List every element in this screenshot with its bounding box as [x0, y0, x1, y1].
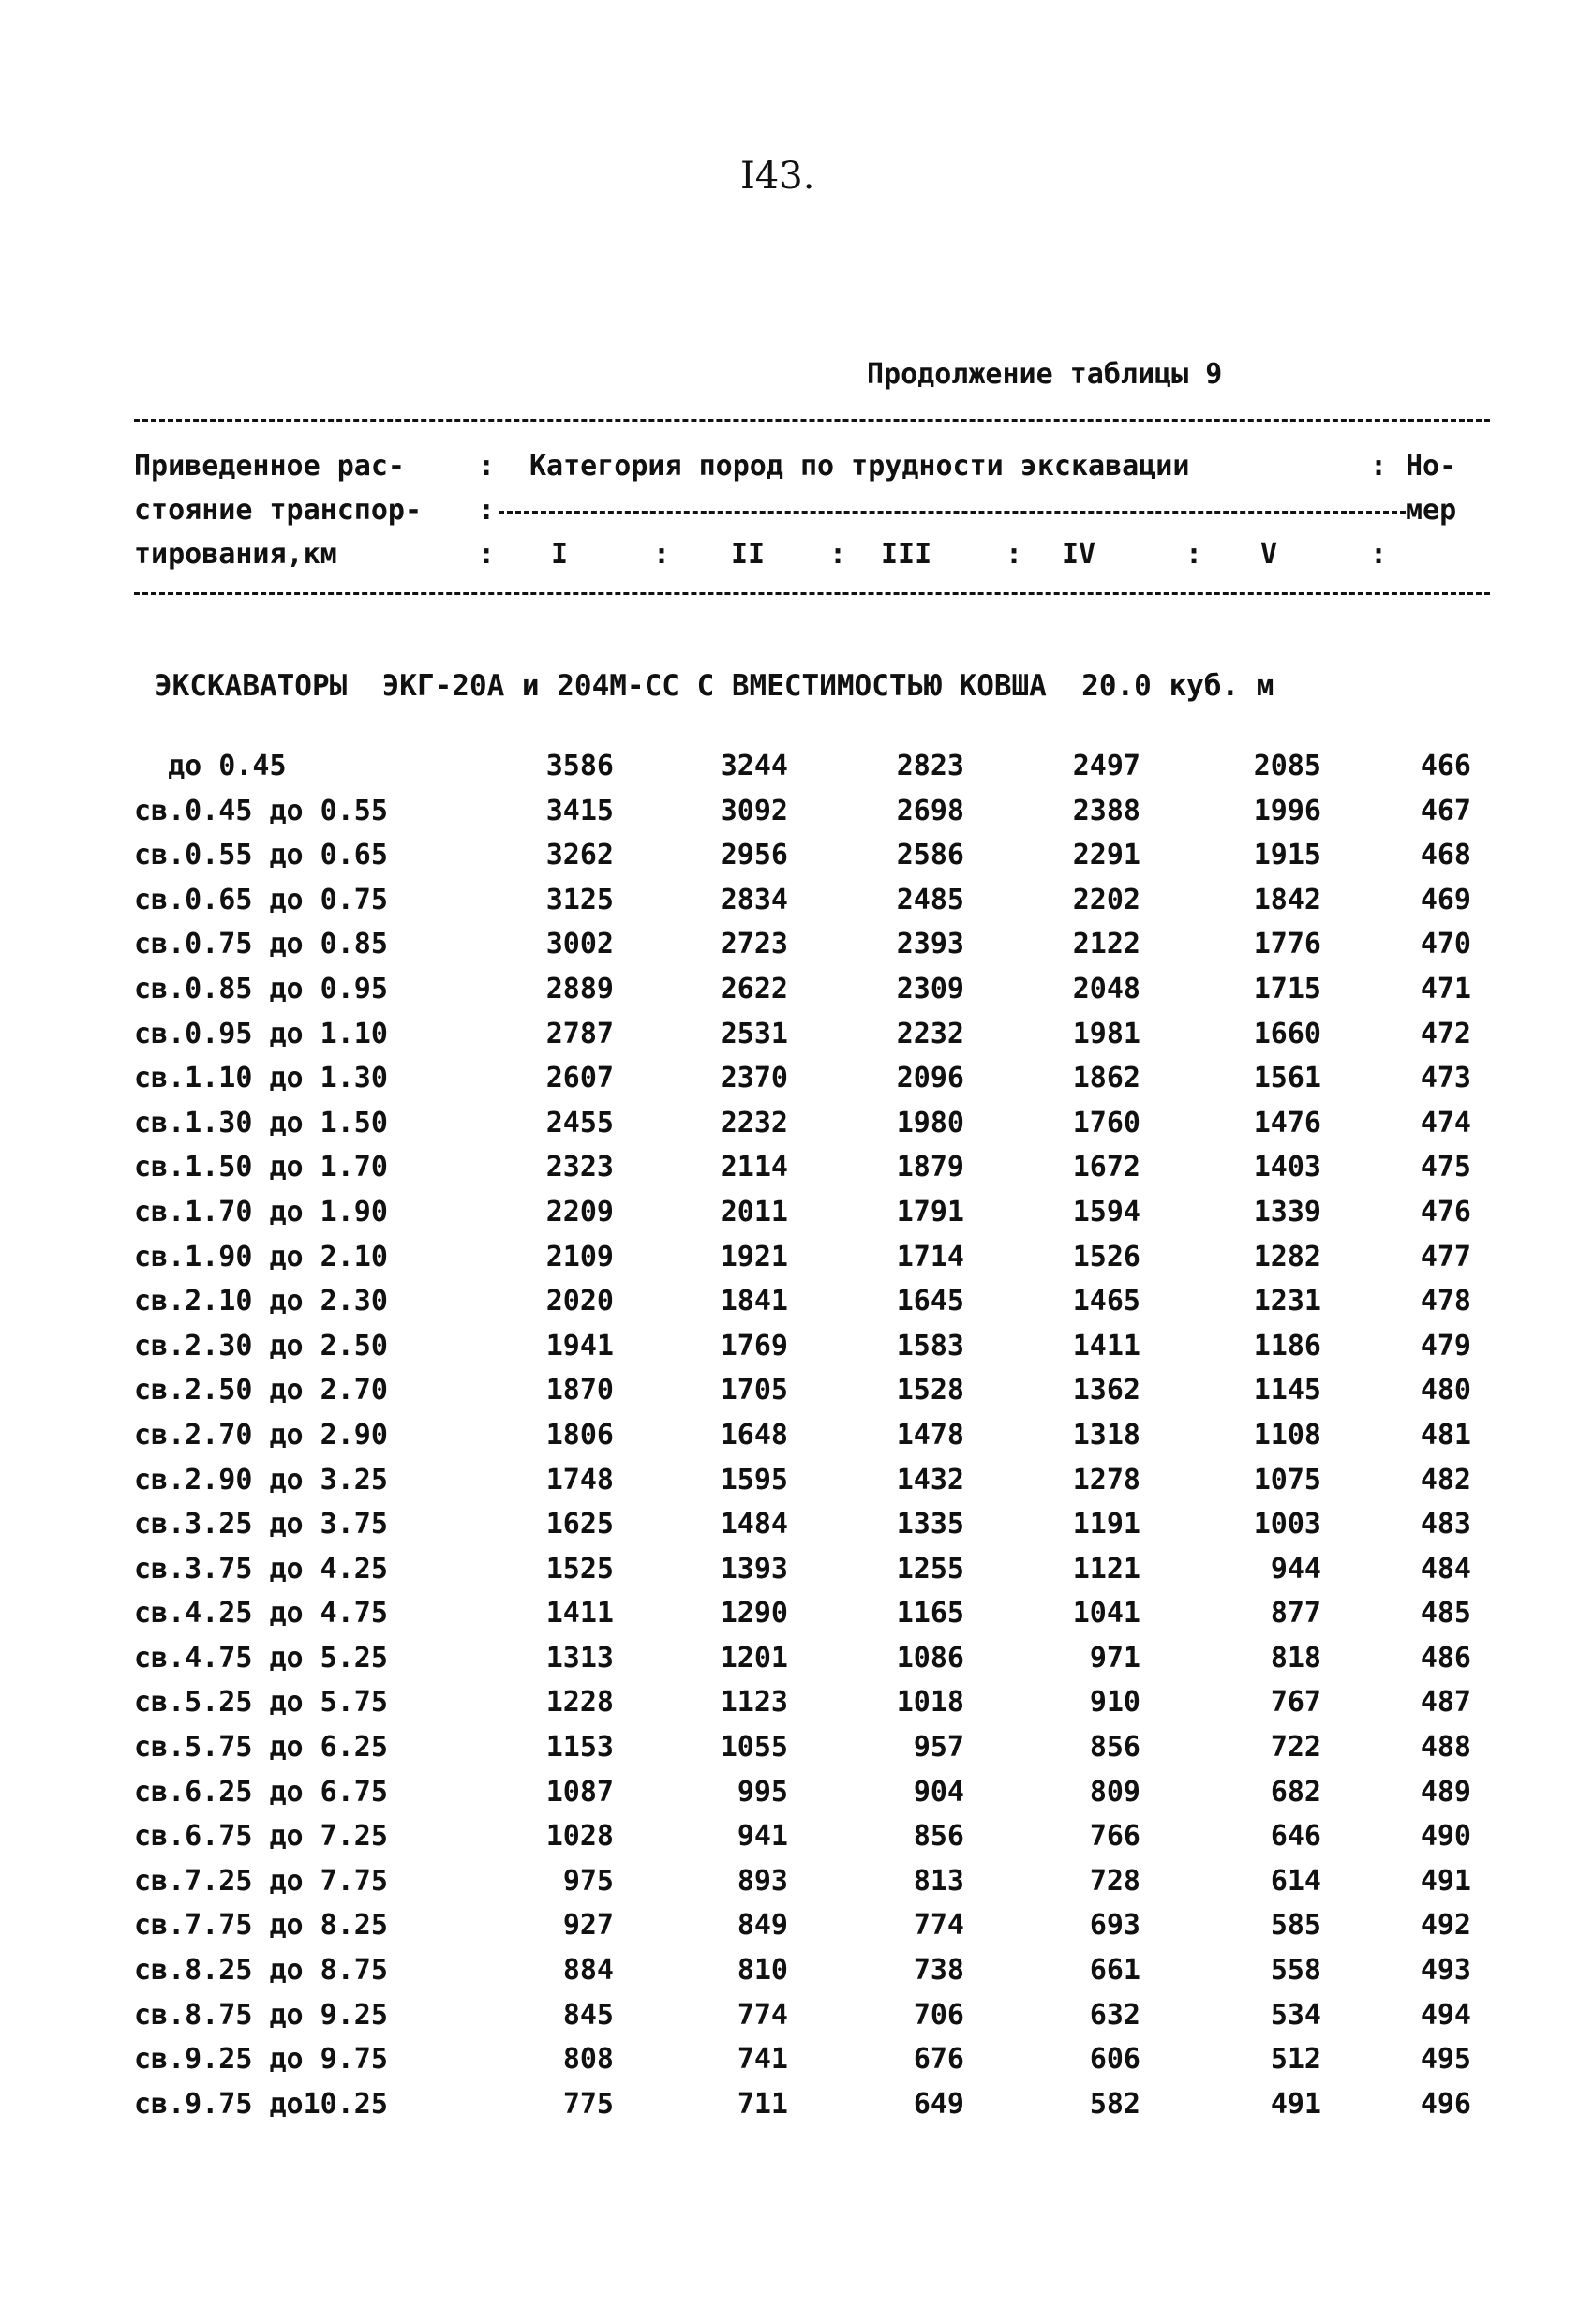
row-number: 481	[1420, 1418, 1471, 1452]
category-2-value: 893	[737, 1864, 788, 1898]
category-3-value: 1791	[896, 1195, 964, 1229]
table-row	[0, 1508, 1594, 1553]
category-2-value: 2114	[720, 1151, 788, 1184]
distance-range: св.2.30 до 2.50	[134, 1329, 388, 1363]
distance-range: св.5.25 до 5.75	[134, 1686, 388, 1720]
category-3-value: 1255	[896, 1552, 964, 1586]
category-2-value: 1648	[720, 1418, 788, 1452]
category-2-value: 741	[737, 2043, 788, 2077]
distance-range: св.7.75 до 8.25	[134, 1909, 388, 1943]
category-2-value: 3092	[720, 794, 788, 827]
category-IV: IV	[1062, 538, 1096, 571]
category-2-value: 1290	[720, 1597, 788, 1631]
category-1-value: 2889	[545, 972, 614, 1006]
table-row	[0, 1062, 1594, 1107]
category-3-value: 813	[913, 1864, 964, 1898]
category-3-value: 2823	[896, 750, 964, 782]
category-4-value: 1760	[1072, 1106, 1140, 1140]
table-row	[0, 1642, 1594, 1687]
category-3-value: 1645	[896, 1285, 964, 1318]
category-3-value: 738	[913, 1954, 964, 1988]
header-sep: :	[478, 538, 496, 571]
category-4-value: 2291	[1072, 839, 1140, 872]
category-5-value: 512	[1270, 2043, 1321, 2077]
category-2-value: 2011	[720, 1195, 788, 1229]
distance-range: св.1.50 до 1.70	[134, 1151, 388, 1184]
distance-range: св.5.75 до 6.25	[134, 1731, 388, 1765]
category-2-value: 995	[737, 1775, 788, 1809]
distance-range: св.7.25 до 7.75	[134, 1864, 388, 1898]
row-number: 486	[1420, 1641, 1471, 1675]
category-5-value: 1145	[1253, 1374, 1321, 1408]
category-4-value: 582	[1089, 2087, 1140, 2121]
category-4-value: 632	[1089, 1998, 1140, 2032]
category-2-value: 2956	[720, 839, 788, 872]
category-4-value: 1278	[1072, 1463, 1140, 1497]
distance-range: св.0.85 до 0.95	[134, 972, 388, 1006]
category-1-value: 1087	[545, 1775, 614, 1809]
table-row	[0, 1820, 1594, 1865]
header-bottom-divider	[134, 592, 1490, 595]
distance-range: св.1.10 до 1.30	[134, 1062, 388, 1095]
row-number: 484	[1420, 1552, 1471, 1586]
category-3-value: 1165	[896, 1597, 964, 1631]
header-sep: :	[478, 494, 496, 527]
category-4-value: 1041	[1072, 1597, 1140, 1631]
category-4-value: 1191	[1072, 1508, 1140, 1542]
distance-range: св.0.95 до 1.10	[134, 1017, 388, 1050]
table-row	[0, 973, 1594, 1018]
table-row	[0, 1776, 1594, 1821]
category-3-value: 1714	[896, 1240, 964, 1274]
row-number: 467	[1420, 794, 1471, 827]
category-II: II	[731, 538, 766, 571]
row-number: 488	[1420, 1731, 1471, 1765]
category-4-value: 1121	[1072, 1552, 1140, 1586]
header-sep: :	[1006, 538, 1023, 571]
header-sep: :	[1370, 450, 1388, 483]
category-4-value: 2202	[1072, 883, 1140, 916]
table-row	[0, 1686, 1594, 1731]
category-III: III	[881, 538, 932, 571]
category-2-value: 2834	[720, 883, 788, 916]
category-1-value: 3586	[545, 750, 614, 782]
category-3-value: 1583	[896, 1329, 964, 1363]
category-5-value: 558	[1270, 1954, 1321, 1988]
table-row	[0, 1419, 1594, 1464]
category-5-value: 1403	[1253, 1151, 1321, 1184]
category-3-value: 649	[913, 2087, 964, 2121]
table-row	[0, 928, 1594, 973]
category-2-value: 774	[737, 1998, 788, 2032]
category-5-value: 1339	[1253, 1195, 1321, 1229]
category-1-value: 1153	[545, 1731, 614, 1765]
category-5-value: 646	[1270, 1820, 1321, 1854]
category-5-value: 614	[1270, 1864, 1321, 1898]
table-row	[0, 2043, 1594, 2088]
category-5-value: 534	[1270, 1998, 1321, 2032]
row-number: 480	[1420, 1374, 1471, 1408]
category-2-value: 1595	[720, 1463, 788, 1497]
table-row	[0, 1107, 1594, 1152]
table-row	[0, 1731, 1594, 1776]
category-I: I	[551, 538, 569, 571]
category-5-value: 1003	[1253, 1508, 1321, 1542]
category-2-value: 3244	[720, 750, 788, 782]
row-number: 470	[1420, 928, 1471, 961]
header-number-line-1: Но-	[1406, 450, 1457, 483]
table-row	[0, 1151, 1594, 1196]
category-5-value: 585	[1270, 1909, 1321, 1943]
category-3-value: 2096	[896, 1062, 964, 1095]
header-top-divider	[134, 419, 1490, 422]
category-2-value: 1484	[720, 1508, 788, 1542]
distance-range: св.4.75 до 5.25	[134, 1641, 388, 1675]
category-1-value: 1748	[545, 1463, 614, 1497]
distance-range: св.0.65 до 0.75	[134, 883, 388, 916]
category-3-value: 2393	[896, 928, 964, 961]
category-1-value: 975	[562, 1864, 614, 1898]
category-1-value: 2020	[545, 1285, 614, 1318]
category-5-value: 767	[1270, 1686, 1321, 1720]
category-4-value: 1862	[1072, 1062, 1140, 1095]
category-1-value: 2109	[545, 1240, 614, 1274]
row-number: 494	[1420, 1998, 1471, 2032]
category-1-value: 3262	[545, 839, 614, 872]
category-5-value: 877	[1270, 1597, 1321, 1631]
row-number: 476	[1420, 1195, 1471, 1229]
category-4-value: 1362	[1072, 1374, 1140, 1408]
distance-range: св.4.25 до 4.75	[134, 1597, 388, 1631]
category-5-value: 682	[1270, 1775, 1321, 1809]
section-title: ЭКСКАВАТОРЫ ЭКГ-20А и 204М-СС С ВМЕСТИМОСТЬЮ КОВША 20.0 куб. м	[155, 669, 1274, 703]
row-number: 493	[1420, 1954, 1471, 1988]
table-row	[0, 1909, 1594, 1954]
distance-range: св.9.25 до 9.75	[134, 2043, 388, 2077]
category-1-value: 1870	[545, 1374, 614, 1408]
category-4-value: 2388	[1072, 794, 1140, 827]
distance-range: св.3.75 до 4.25	[134, 1552, 388, 1586]
table-row	[0, 2088, 1594, 2133]
table-row	[0, 839, 1594, 884]
category-3-value: 1879	[896, 1151, 964, 1184]
category-3-value: 1086	[896, 1641, 964, 1675]
row-number: 466	[1420, 750, 1471, 782]
category-2-value: 1769	[720, 1329, 788, 1363]
category-3-value: 2309	[896, 972, 964, 1006]
category-5-value: 1660	[1253, 1017, 1321, 1050]
category-1-value: 1313	[545, 1641, 614, 1675]
category-5-value: 2085	[1253, 750, 1321, 782]
data-table-body	[0, 750, 1594, 2132]
category-5-value: 944	[1270, 1552, 1321, 1586]
category-2-value: 711	[737, 2087, 788, 2121]
category-3-value: 856	[913, 1820, 964, 1854]
row-number: 489	[1420, 1775, 1471, 1809]
category-2-value: 2370	[720, 1062, 788, 1095]
category-4-value: 1526	[1072, 1240, 1140, 1274]
category-1-value: 927	[562, 1909, 614, 1943]
header-number-line-2: мер	[1406, 494, 1457, 527]
row-number: 469	[1420, 883, 1471, 916]
category-4-value: 1981	[1072, 1017, 1140, 1050]
category-5-value: 1561	[1253, 1062, 1321, 1095]
category-3-value: 676	[913, 2043, 964, 2077]
table-row	[0, 1374, 1594, 1419]
distance-range: св.2.10 до 2.30	[134, 1285, 388, 1318]
row-number: 492	[1420, 1909, 1471, 1943]
category-2-value: 1123	[720, 1686, 788, 1720]
distance-range: св.2.50 до 2.70	[134, 1374, 388, 1408]
header-sep: :	[653, 538, 671, 571]
distance-range: св.6.75 до 7.25	[134, 1820, 388, 1854]
row-number: 483	[1420, 1508, 1471, 1542]
category-3-value: 1018	[896, 1686, 964, 1720]
category-5-value: 491	[1270, 2087, 1321, 2121]
category-2-value: 810	[737, 1954, 788, 1988]
distance-range: до 0.45	[134, 750, 287, 782]
category-5-value: 1108	[1253, 1418, 1321, 1452]
row-number: 495	[1420, 2043, 1471, 2077]
distance-range: св.1.70 до 1.90	[134, 1195, 388, 1229]
category-5-value: 1186	[1253, 1329, 1321, 1363]
distance-range: св.9.75 до10.25	[134, 2087, 388, 2121]
category-3-value: 1335	[896, 1508, 964, 1542]
category-1-value: 1028	[545, 1820, 614, 1854]
category-5-value: 1715	[1253, 972, 1321, 1006]
category-5-value: 1776	[1253, 928, 1321, 961]
category-1-value: 2455	[545, 1106, 614, 1140]
header-category-title: Категория пород по трудности экскавации	[529, 450, 1190, 483]
table-row	[0, 795, 1594, 840]
category-4-value: 809	[1089, 1775, 1140, 1809]
category-4-value: 661	[1089, 1954, 1140, 1988]
category-1-value: 1525	[545, 1552, 614, 1586]
category-5-value: 1842	[1253, 883, 1321, 916]
category-2-value: 2232	[720, 1106, 788, 1140]
category-3-value: 957	[913, 1731, 964, 1765]
category-1-value: 1625	[545, 1508, 614, 1542]
distance-range: св.0.75 до 0.85	[134, 928, 388, 961]
category-2-value: 1841	[720, 1285, 788, 1318]
category-3-value: 774	[913, 1909, 964, 1943]
category-4-value: 1594	[1072, 1195, 1140, 1229]
row-number: 490	[1420, 1820, 1471, 1854]
row-number: 487	[1420, 1686, 1471, 1720]
category-2-value: 941	[737, 1820, 788, 1854]
row-number: 474	[1420, 1106, 1471, 1140]
category-1-value: 1806	[545, 1418, 614, 1452]
category-4-value: 2122	[1072, 928, 1140, 961]
category-1-value: 2787	[545, 1017, 614, 1050]
table-row	[0, 750, 1594, 795]
category-1-value: 1411	[545, 1597, 614, 1631]
table-row	[0, 1553, 1594, 1598]
category-1-value: 808	[562, 2043, 614, 2077]
header-sep: :	[478, 450, 496, 483]
row-number: 475	[1420, 1151, 1471, 1184]
row-number: 471	[1420, 972, 1471, 1006]
row-number: 473	[1420, 1062, 1471, 1095]
category-3-value: 2232	[896, 1017, 964, 1050]
table-row	[0, 1865, 1594, 1910]
header-distance-line-1: Приведенное рас-	[134, 450, 405, 483]
header-distance-line-3: тирования,км	[134, 538, 337, 571]
category-1-value: 1228	[545, 1686, 614, 1720]
category-1-value: 845	[562, 1998, 614, 2032]
category-3-value: 1478	[896, 1418, 964, 1452]
category-5-value: 1996	[1253, 794, 1321, 827]
table-row	[0, 1597, 1594, 1642]
category-2-value: 1705	[720, 1374, 788, 1408]
category-3-value: 1528	[896, 1374, 964, 1408]
row-number: 477	[1420, 1240, 1471, 1274]
category-3-value: 706	[913, 1998, 964, 2032]
row-number: 478	[1420, 1285, 1471, 1318]
row-number: 472	[1420, 1017, 1471, 1050]
category-3-value: 1980	[896, 1106, 964, 1140]
row-number: 482	[1420, 1463, 1471, 1497]
table-row	[0, 1241, 1594, 1286]
distance-range: св.0.55 до 0.65	[134, 839, 388, 872]
category-4-value: 856	[1089, 1731, 1140, 1765]
row-number: 496	[1420, 2087, 1471, 2121]
category-5-value: 1231	[1253, 1285, 1321, 1318]
row-number: 479	[1420, 1329, 1471, 1363]
category-5-value: 1476	[1253, 1106, 1321, 1140]
distance-range: св.2.90 до 3.25	[134, 1463, 388, 1497]
table-row	[0, 1018, 1594, 1063]
category-4-value: 766	[1089, 1820, 1140, 1854]
table-row	[0, 1196, 1594, 1241]
distance-range: св.8.75 до 9.25	[134, 1998, 388, 2032]
category-2-value: 2531	[720, 1017, 788, 1050]
row-number: 485	[1420, 1597, 1471, 1631]
table-row	[0, 1285, 1594, 1330]
category-1-value: 2607	[545, 1062, 614, 1095]
category-1-value: 1941	[545, 1329, 614, 1363]
page-number: I43.	[740, 155, 815, 198]
category-3-value: 2698	[896, 794, 964, 827]
distance-range: св.3.25 до 3.75	[134, 1508, 388, 1542]
table-continuation-label: Продолжение таблицы 9	[867, 358, 1223, 391]
category-4-value: 1672	[1072, 1151, 1140, 1184]
category-4-value: 910	[1089, 1686, 1140, 1720]
category-V: V	[1260, 538, 1278, 571]
category-5-value: 722	[1270, 1731, 1321, 1765]
category-1-value: 775	[562, 2087, 614, 2121]
category-2-value: 1055	[720, 1731, 788, 1765]
distance-range: св.2.70 до 2.90	[134, 1418, 388, 1452]
category-4-value: 1318	[1072, 1418, 1140, 1452]
category-1-value: 3002	[545, 928, 614, 961]
category-2-value: 1201	[720, 1641, 788, 1675]
distance-range: св.6.25 до 6.75	[134, 1775, 388, 1809]
category-4-value: 2497	[1072, 750, 1140, 782]
header-sep: :	[1185, 538, 1203, 571]
category-3-value: 2586	[896, 839, 964, 872]
category-2-value: 1393	[720, 1552, 788, 1586]
table-row	[0, 1330, 1594, 1375]
category-4-value: 971	[1089, 1641, 1140, 1675]
category-5-value: 1075	[1253, 1463, 1321, 1497]
header-category-divider	[499, 511, 1406, 514]
category-2-value: 849	[737, 1909, 788, 1943]
category-2-value: 2723	[720, 928, 788, 961]
distance-range: св.0.45 до 0.55	[134, 794, 388, 827]
category-1-value: 2209	[545, 1195, 614, 1229]
category-3-value: 2485	[896, 883, 964, 916]
category-4-value: 1411	[1072, 1329, 1140, 1363]
header-distance-line-2: стояние транспор-	[134, 494, 423, 527]
category-5-value: 1915	[1253, 839, 1321, 872]
header-sep: :	[1370, 538, 1388, 571]
category-1-value: 884	[562, 1954, 614, 1988]
row-number: 491	[1420, 1864, 1471, 1898]
category-5-value: 1282	[1253, 1240, 1321, 1274]
header-sep: :	[829, 538, 847, 571]
distance-range: св.1.90 до 2.10	[134, 1240, 388, 1274]
category-4-value: 693	[1089, 1909, 1140, 1943]
distance-range: св.1.30 до 1.50	[134, 1106, 388, 1140]
table-row	[0, 884, 1594, 929]
table-row	[0, 1464, 1594, 1509]
category-3-value: 1432	[896, 1463, 964, 1497]
category-4-value: 728	[1089, 1864, 1140, 1898]
table-row	[0, 1954, 1594, 1999]
category-4-value: 606	[1089, 2043, 1140, 2077]
category-2-value: 2622	[720, 972, 788, 1006]
category-5-value: 818	[1270, 1641, 1321, 1675]
category-1-value: 3415	[545, 794, 614, 827]
distance-range: св.8.25 до 8.75	[134, 1954, 388, 1988]
category-4-value: 1465	[1072, 1285, 1140, 1318]
category-3-value: 904	[913, 1775, 964, 1809]
category-1-value: 2323	[545, 1151, 614, 1184]
category-1-value: 3125	[545, 883, 614, 916]
row-number: 468	[1420, 839, 1471, 872]
category-2-value: 1921	[720, 1240, 788, 1274]
table-row	[0, 1999, 1594, 2044]
category-4-value: 2048	[1072, 972, 1140, 1006]
